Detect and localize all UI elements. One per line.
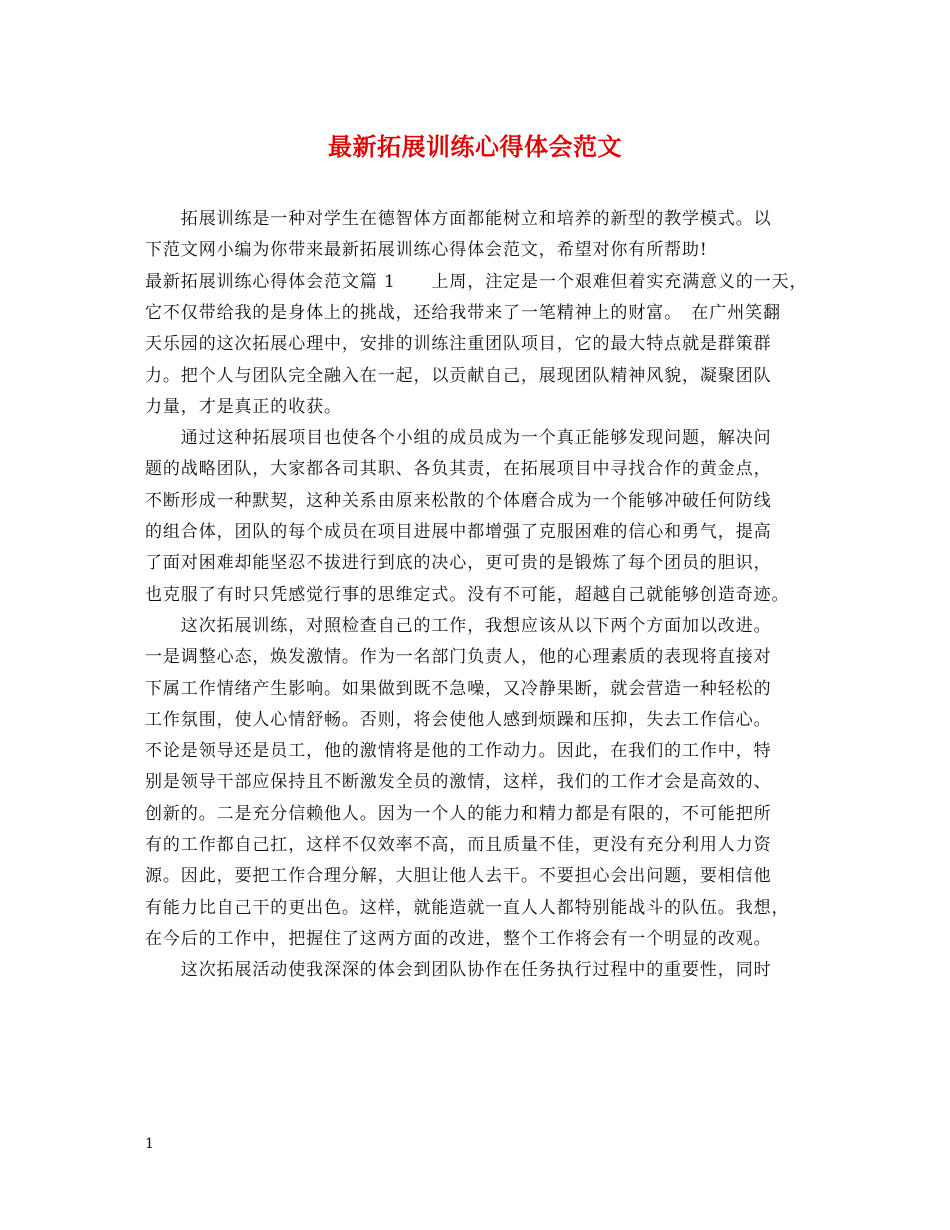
body-text-line: 天乐园的这次拓展心理中，安排的训练注重团队项目，它的最大特点就是群策群 [145, 334, 772, 355]
body-text-line: 创新的。二是充分信赖他人。因为一个人的能力和精力都是有限的，不可能把所 [145, 803, 772, 824]
body-text-line: 力量，才是真正的收获。 [145, 396, 342, 417]
page-number: 1 [145, 1136, 154, 1152]
body-text-line: 这次拓展训练，对照检查自己的工作，我想应该从以下两个方面加以改进。 [145, 615, 772, 636]
body-text-line: 在今后的工作中，把握住了这两方面的改进，整个工作将会有一个明显的改观。 [145, 928, 772, 949]
body-text-line: 也克服了有时只凭感觉行事的思维定式。没有不可能，超越自己就能够创造奇迹。 [145, 584, 790, 605]
body-text-line: 不论是领导还是员工，他的激情将是他的工作动力。因此，在我们的工作中，特 [145, 741, 772, 762]
body-text-line: 最新拓展训练心得体会范文篇 1 上周，注定是一个艰难但着实充满意义的一天， [145, 271, 808, 292]
body-text-line: 这次拓展活动使我深深的体会到团队协作在任务执行过程中的重要性，同时 [145, 960, 772, 981]
body-text-line: 工作氛围，使人心情舒畅。否则，将会使他人感到烦躁和压抑，失去工作信心。 [145, 709, 772, 730]
body-text-line: 源。因此，要把工作合理分解，大胆让他人去干。不要担心会出问题，要相信他 [145, 866, 772, 887]
body-text-line: 了面对困难却能坚忍不拔进行到底的决心，更可贵的是锻炼了每个团员的胆识， [145, 553, 772, 574]
body-text-line: 一是调整心态，焕发激情。作为一名部门负责人，他的心理素质的表现将直接对 [145, 647, 772, 668]
body-text-line: 力。把个人与团队完全融入在一起，以贡献自己，展现团队精神风貌，凝聚团队 [145, 365, 772, 386]
body-text-line: 它不仅带给我的是身体上的挑战，还给我带来了一笔精神上的财富。 在广州笑翻 [145, 302, 781, 323]
body-text-line: 别是领导干部应保持且不断激发全员的激情，这样，我们的工作才会是高效的、 [145, 772, 772, 793]
document-title: 最新拓展训练心得体会范文 [328, 132, 622, 161]
body-text-line: 通过这种拓展项目也使各个小组的成员成为一个真正能够发现问题，解决问 [145, 428, 772, 449]
body-text-line: 有能力比自己干的更出色。这样，就能造就一直人人都特别能战斗的队伍。我想， [145, 897, 790, 918]
body-text-line: 下属工作情绪产生影响。如果做到既不急噪，又冷静果断，就会营造一种轻松的 [145, 678, 772, 699]
body-text-line: 有的工作都自己扛，这样不仅效率不高，而且质量不佳，更没有充分利用人力资 [145, 835, 772, 855]
body-text-line: 题的战略团队，大家都各司其职、各负其责，在拓展项目中寻找合作的黄金点， [145, 459, 772, 480]
body-text-line: 下范文网小编为你带来最新拓展训练心得体会范文，希望对你有所帮助! [145, 240, 708, 261]
body-text-line: 的组合体，团队的每个成员在项目进展中都增强了克服困难的信心和勇气，提高 [145, 522, 772, 542]
body-text-line: 不断形成一种默契，这种关系由原来松散的个体磨合成为一个能够冲破任何防线 [145, 490, 772, 511]
body-text-line: 拓展训练是一种对学生在德智体方面都能树立和培养的新型的教学模式。以 [145, 209, 772, 229]
